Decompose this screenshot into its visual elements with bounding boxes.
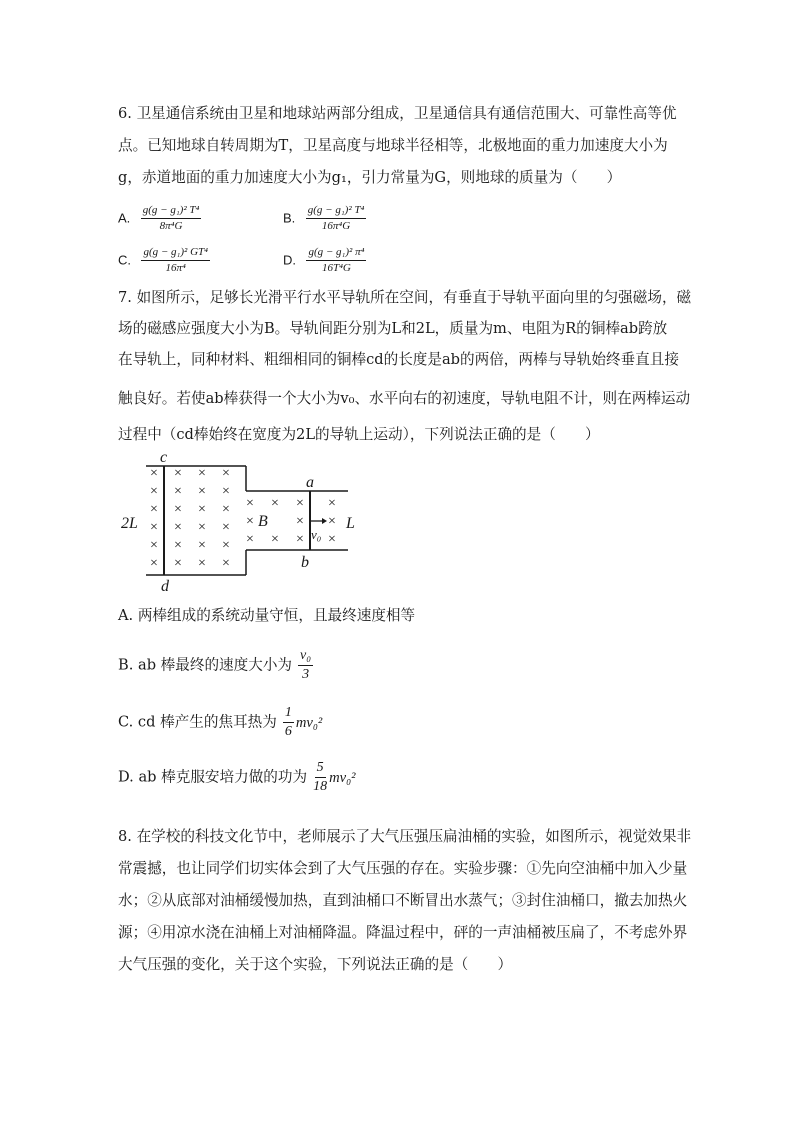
- cross: ×: [198, 556, 206, 571]
- q6-option-d-label: D.: [283, 252, 296, 268]
- q7-option-a: A. 两棒组成的系统动量守恒，且最终速度相等: [118, 607, 416, 624]
- label-2L: 2L: [121, 515, 138, 532]
- q7-option-b: [118, 648, 313, 683]
- cross: ×: [296, 496, 304, 511]
- q7-option-c: [118, 705, 322, 740]
- cross: ×: [198, 520, 206, 535]
- q7-line-3: 在导轨上，同种材料、粗细相同的铜棒cd的长度是ab的两倍，两棒与导轨始终垂直且接: [118, 351, 679, 368]
- cross: ×: [174, 484, 182, 499]
- q8-line-4: 源；④用凉水浇在油桶上对油桶降温。降温过程中，砰的一声油桶被压扁了，不考虑外界: [118, 924, 688, 941]
- cross: ×: [296, 514, 304, 529]
- q7-line-5: 过程中（cd棒始终在宽度为2L的导轨上运动），下列说法正确的是（ ）: [118, 426, 600, 443]
- cross: ×: [174, 538, 182, 553]
- q7-option-d: [118, 760, 356, 795]
- q6-option-a-numerator: g(g − g₁)² T⁴: [141, 204, 202, 219]
- cross: ×: [198, 466, 206, 481]
- cross: ×: [328, 496, 336, 511]
- q7-option-c-text: C. cd 棒产生的焦耳热为: [118, 713, 277, 731]
- cross: ×: [150, 502, 158, 517]
- cross: ×: [174, 556, 182, 571]
- q7-option-b-denominator: 3: [302, 667, 310, 682]
- cross: ×: [198, 484, 206, 499]
- q7-line-1: 7. 如图所示，足够长光滑平行水平导轨所在空间，有垂直于导轨平面向里的匀强磁场，磁: [118, 289, 692, 306]
- q6-option-b-denominator: 16π⁴G: [321, 220, 351, 232]
- q7-option-c-tail: mv₀²: [295, 714, 323, 731]
- label-c: c: [160, 449, 168, 466]
- cross: ×: [222, 556, 230, 571]
- cross: ×: [150, 520, 158, 535]
- q6-line-3: g，赤道地面的重力加速度大小为g₁，引力常量为G，则地球的质量为（ ）: [118, 169, 622, 186]
- q8-line-1: 8. 在学校的科技文化节中，老师展示了大气压强压扁油桶的实验，如图所示，视觉效果非: [118, 828, 692, 845]
- cross: ×: [150, 538, 158, 553]
- q8-line-5: 大气压强的变化，关于这个实验，下列说法正确的是（ ）: [118, 956, 513, 973]
- cross: ×: [246, 514, 254, 529]
- label-b: b: [301, 554, 309, 571]
- q8-line-2: 常震撼，也让同学们切实体会到了大气压强的存在。实验步骤：①先向空油桶中加入少量: [118, 860, 688, 877]
- cross: ×: [328, 532, 336, 547]
- q6-option-c: [118, 246, 210, 275]
- cross: ×: [150, 556, 158, 571]
- cross: ×: [222, 502, 230, 517]
- q6-option-b: [283, 204, 366, 233]
- cross: ×: [222, 538, 230, 553]
- cross: ×: [222, 520, 230, 535]
- label-a: a: [306, 474, 314, 491]
- cross: ×: [271, 496, 279, 511]
- q6-option-d-denominator: 16T⁴G: [321, 262, 351, 274]
- q6-option-b-label: B.: [283, 210, 296, 226]
- cross: ×: [246, 532, 254, 547]
- q7-option-b-text: B. ab 棒最终的速度大小为: [118, 656, 293, 674]
- q7-option-d-numerator: 5: [315, 760, 326, 778]
- q6-option-c-label: C.: [118, 252, 131, 268]
- label-v0: v₀: [311, 527, 322, 542]
- velocity-arrowhead: [322, 518, 327, 524]
- cross: ×: [174, 502, 182, 517]
- q6-option-a-denominator: 8π⁴G: [159, 220, 183, 232]
- cross: ×: [198, 502, 206, 517]
- q6-option-d: [283, 246, 366, 275]
- cross: ×: [174, 520, 182, 535]
- cross: ×: [271, 532, 279, 547]
- q6-option-c-denominator: 16π⁴: [165, 262, 186, 274]
- cross: ×: [328, 514, 336, 529]
- q6-option-a: [118, 204, 201, 233]
- cross: ×: [174, 466, 182, 481]
- label-B: B: [258, 513, 268, 530]
- rail-diagram: [118, 448, 368, 596]
- q7-line-2: 场的磁感应强度大小为B。导轨间距分别为L和2L，质量为m、电阻为R的铜棒ab跨放: [118, 320, 668, 337]
- cross: ×: [222, 484, 230, 499]
- q6-line-1: 6. 卫星通信系统由卫星和地球站两部分组成，卫星通信具有通信范围大、可靠性高等优: [118, 105, 677, 122]
- q7-option-d-tail: mv₀²: [329, 769, 356, 786]
- label-L: L: [346, 515, 355, 532]
- q7-option-c-denominator: 6: [284, 724, 292, 739]
- cross: ×: [222, 466, 230, 481]
- q6-option-b-numerator: g(g − g₁)² T⁴: [306, 204, 367, 219]
- q7-option-b-numerator: v₀: [298, 648, 313, 666]
- q7-option-d-denominator: 18: [313, 779, 328, 794]
- label-d: d: [161, 578, 169, 595]
- q8-line-3: 水；②从底部对油桶缓慢加热，直到油桶口不断冒出水蒸气；③封住油桶口，撤去加热火: [118, 892, 688, 909]
- q7-option-c-numerator: 1: [283, 705, 294, 723]
- q6-option-d-numerator: g(g − g₁)² π⁴: [306, 246, 366, 261]
- cross: ×: [296, 532, 304, 547]
- q6-line-2: 点。已知地球自转周期为T，卫星高度与地球半径相等，北极地面的重力加速度大小为: [118, 137, 668, 154]
- q7-option-d-text: D. ab 棒克服安培力做的功为: [118, 768, 308, 786]
- cross: ×: [150, 466, 158, 481]
- q6-option-c-numerator: g(g − g₁)² GT⁴: [141, 246, 210, 261]
- cross: ×: [150, 484, 158, 499]
- q6-option-a-label: A.: [118, 210, 131, 226]
- q7-line-4: 触良好。若使ab棒获得一个大小为v₀、水平向右的初速度，导轨电阻不计，则在两棒运动: [118, 390, 691, 407]
- cross: ×: [246, 496, 254, 511]
- cross: ×: [198, 538, 206, 553]
